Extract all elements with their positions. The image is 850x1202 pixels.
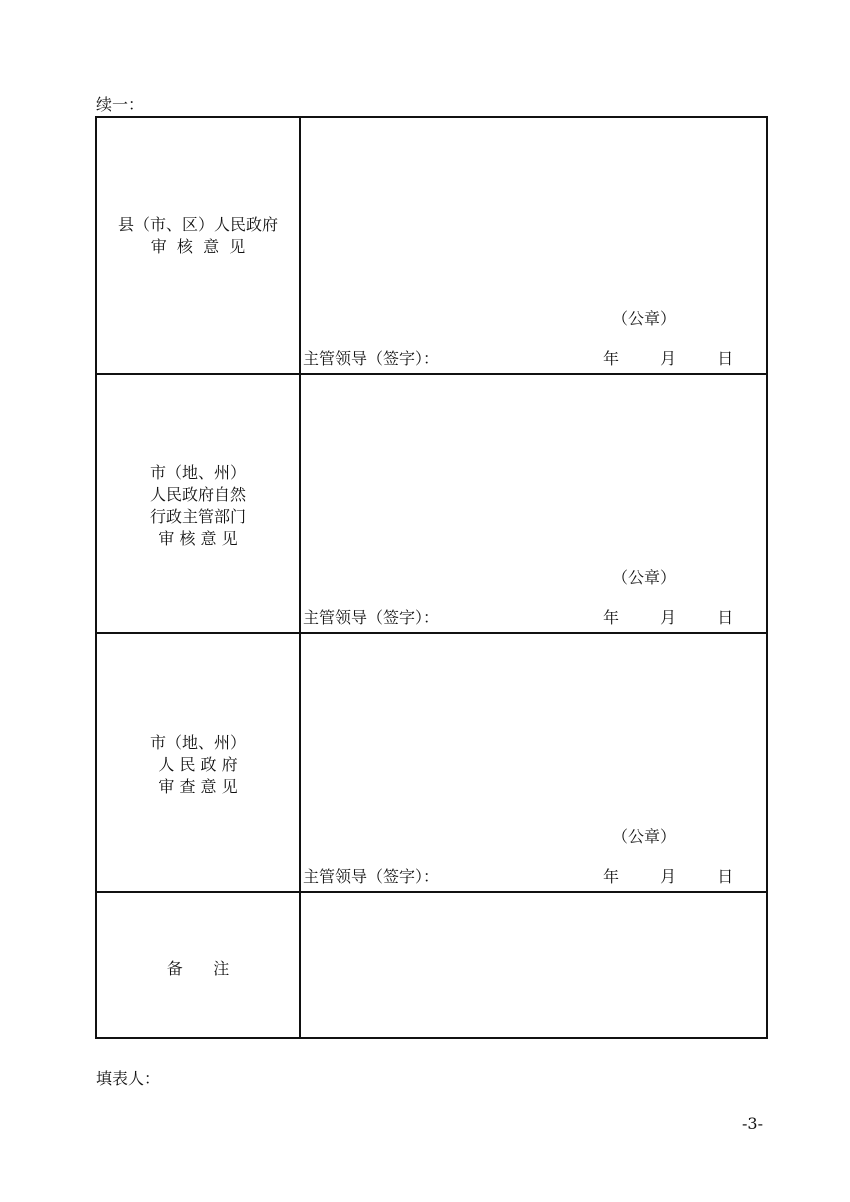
form-filler-label: 填表人： bbox=[96, 1069, 161, 1088]
year-label: 年 bbox=[603, 608, 620, 627]
review-table bbox=[95, 116, 768, 1039]
official-seal-label: （公章） bbox=[612, 827, 677, 846]
day-label: 日 bbox=[717, 349, 734, 368]
page-number: -3- bbox=[742, 1114, 763, 1133]
month-label: 月 bbox=[660, 867, 677, 886]
official-seal-label: （公章） bbox=[612, 568, 677, 587]
date-field[interactable] bbox=[603, 346, 733, 369]
day-label: 日 bbox=[717, 867, 734, 886]
row-divider bbox=[97, 632, 766, 634]
official-seal-label: （公章） bbox=[612, 309, 677, 328]
city-government-review-label bbox=[97, 732, 299, 798]
day-label: 日 bbox=[717, 608, 734, 627]
label-line: 县（市、区）人民政府 bbox=[117, 215, 278, 234]
month-label: 月 bbox=[660, 608, 677, 627]
label-line: 审 核 意 见 bbox=[158, 529, 238, 548]
leader-signature-field[interactable]: 主管领导（签字）： bbox=[303, 608, 440, 627]
label-line: 人民政府自然 bbox=[149, 485, 246, 504]
county-government-review-label bbox=[97, 214, 299, 258]
year-label: 年 bbox=[603, 349, 620, 368]
column-divider bbox=[299, 118, 301, 1037]
label-line: 行政主管部门 bbox=[149, 507, 246, 526]
label-line: 审 核 意 见 bbox=[150, 237, 246, 256]
leader-signature-field[interactable]: 主管领导（签字）： bbox=[303, 867, 440, 886]
row-divider bbox=[97, 891, 766, 893]
label-line: 备 注 bbox=[166, 959, 230, 978]
label-line: 人 民 政 府 bbox=[158, 755, 238, 774]
year-label: 年 bbox=[603, 867, 620, 886]
date-field[interactable] bbox=[603, 605, 733, 628]
row-divider bbox=[97, 373, 766, 375]
month-label: 月 bbox=[660, 349, 677, 368]
label-line: 市（地、州） bbox=[149, 733, 246, 752]
date-field[interactable] bbox=[603, 864, 733, 887]
label-line: 市（地、州） bbox=[149, 463, 246, 482]
leader-signature-field[interactable]: 主管领导（签字）： bbox=[303, 349, 440, 368]
remarks-label bbox=[97, 958, 299, 980]
continuation-heading: 续一： bbox=[96, 95, 145, 114]
city-natural-resources-review-label bbox=[97, 462, 299, 550]
label-line: 审 查 意 见 bbox=[158, 777, 238, 796]
